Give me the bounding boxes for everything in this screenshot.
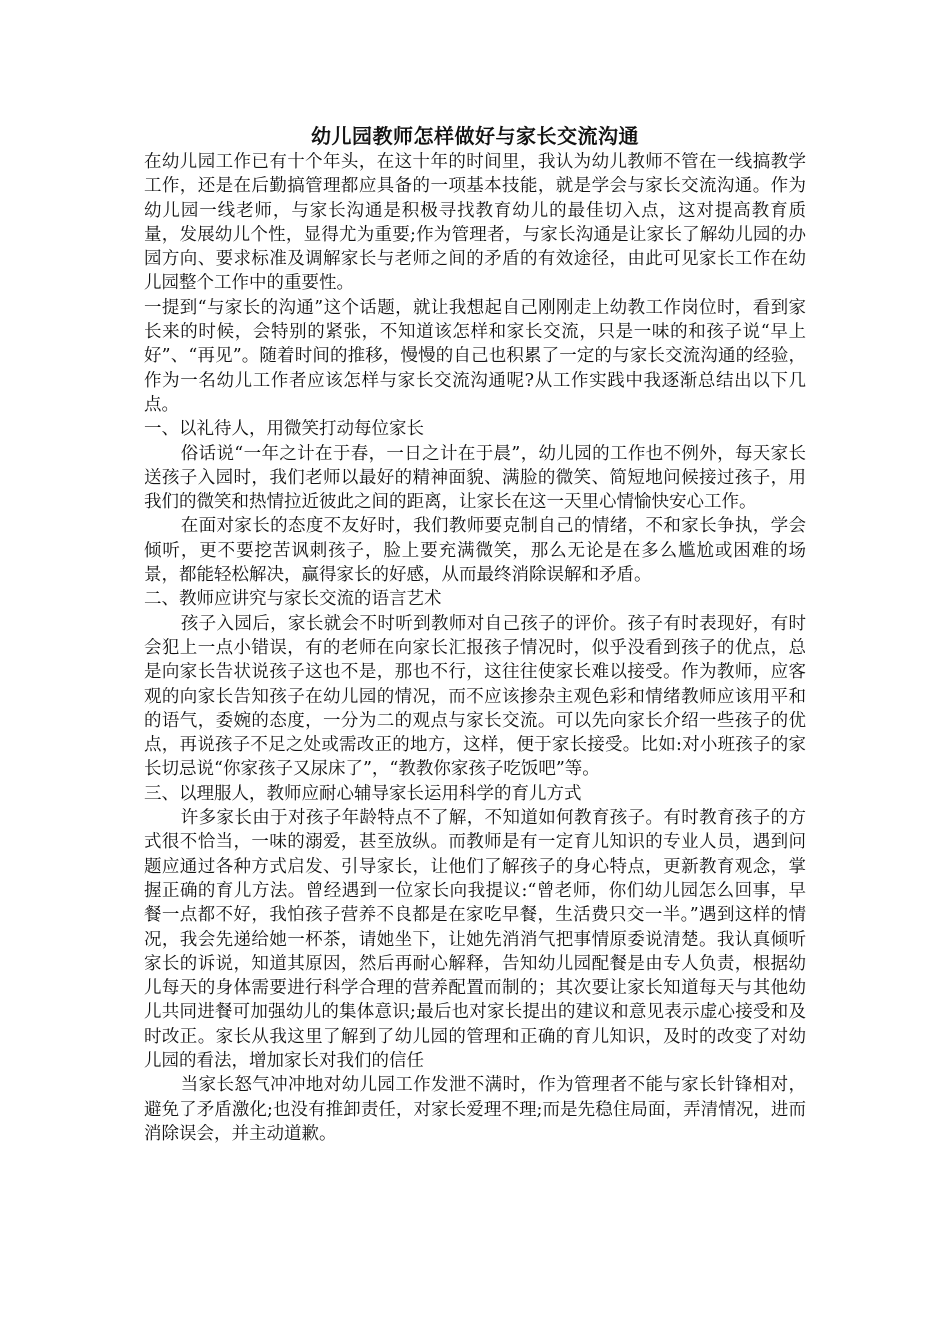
intro-paragraph-2: 一提到“与家长的沟通”这个话题，就让我想起自己刚刚走上幼教工作岗位时，看到家长来的时候，会特别的紧张，不知道该怎样和家长交流，只是一味的和孩子说“早上好”、“再见”。随着时间的推移，慢慢的自己也积累了一定的与家长交流沟通的经验，作为一名幼儿工作者应该怎样与家长交流沟通呢?从工作实践中我逐渐总结出以下几点。	[144, 297, 806, 415]
section-3-paragraph-1: 许多家长由于对孩子年龄特点不了解，不知道如何教育孩子。有时教育孩子的方式很不恰当，一味的溺爱，甚至放纵。而教师是有一定育儿知识的专业人员，遇到问题应通过各种方式启发、引导家长，让他们了解孩子的身心特点，更新教育观念，掌握正确的育儿方法。曾经遇到一位家长向我提议:“曾老师，你们幼儿园怎么回事，早餐一点都不好，我怕孩子营养不良都是在家吃早餐，生活费只交一半。”遇到这样的情况，我会先递给她一杯茶，请她坐下，让她先消消气把事情原委说清楚。我认真倾听家长的诉说，知道其原因，然后再耐心解释，告知幼儿园配餐是由专人负责，根据幼儿每天的身体需要进行科学合理的营养配置而制的；其次要让家长知道每天与其他幼儿共同进餐可加强幼儿的集体意识;最后也对家长提出的建议和意见表示虚心接受和及时改正。家长从我这里了解到了幼儿园的管理和正确的育儿知识，及时的改变了对幼儿园的看法，增加家长对我们的信任	[144, 808, 806, 1071]
document-page	[144, 122, 806, 1146]
section-1-paragraph-2: 在面对家长的态度不友好时，我们教师要克制自己的情绪，不和家长争执，学会倾听，更不要挖苦讽刺孩子，脸上要充满微笑，那么无论是在多么尴尬或困难的场景，都能轻松解决，赢得家长的好感，从而最终消除误解和矛盾。	[144, 516, 806, 586]
section-3-paragraph-2: 当家长怒气冲冲地对幼儿园工作发泄不满时，作为管理者不能与家长针锋相对，避免了矛盾激化;也没有推卸责任，对家长爱理不理;而是先稳住局面，弄清情况，进而消除误会，并主动道歉。	[144, 1075, 806, 1144]
section-3-heading: 三、以理服人，教师应耐心辅导家长运用科学的育儿方式	[144, 783, 582, 804]
intro-paragraph-1: 在幼儿园工作已有十个年头，在这十年的时间里，我认为幼儿教师不管在一线搞教学工作，还是在后勤搞管理都应具备的一项基本技能，就是学会与家长交流沟通。作为幼儿园一线老师，与家长沟通是积极寻找教育幼儿的最佳切入点，这对提高教育质量，发展幼儿个性，显得尤为重要;作为管理者，与家长沟通是让家长了解幼儿园的办园方向、要求标准及调解家长与老师之间的矛盾的有效途径，由此可见家长工作在幼儿园整个工作中的重要性。	[144, 152, 806, 294]
section-1-heading: 一、以礼待人，用微笑打动每位家长	[144, 419, 424, 440]
section-1-paragraph-1: 俗话说“一年之计在于春，一日之计在于晨”，幼儿园的工作也不例外，每天家长送孩子入园时，我们老师以最好的精神面貌、满脸的微笑、简短地问候接过孩子，用我们的微笑和热情拉近彼此之间的距离，让家长在这一天里心情愉快安心工作。	[144, 443, 806, 513]
document-title: 幼儿园教师怎样做好与家长交流沟通	[311, 124, 639, 148]
section-2-heading: 二、教师应讲究与家长交流的语言艺术	[144, 589, 442, 610]
section-2-paragraph-1: 孩子入园后，家长就会不时听到教师对自己孩子的评价。孩子有时表现好，有时会犯上一点小错误，有的老师在向家长汇报孩子情况时，似乎没看到孩子的优点，总是向家长告状说孩子这也不是，那也不行，这往往使家长难以接受。作为教师，应客观的向家长告知孩子在幼儿园的情况，而不应该掺杂主观色彩和情绪教师应该用平和的语气，委婉的态度，一分为二的观点与家长交流。可以先向家长介绍一些孩子的优点，再说孩子不足之处或需改正的地方，这样，便于家长接受。比如:对小班孩子的家长切忌说“你家孩子又尿床了”，“教教你家孩子吃饭吧”等。	[144, 613, 806, 780]
